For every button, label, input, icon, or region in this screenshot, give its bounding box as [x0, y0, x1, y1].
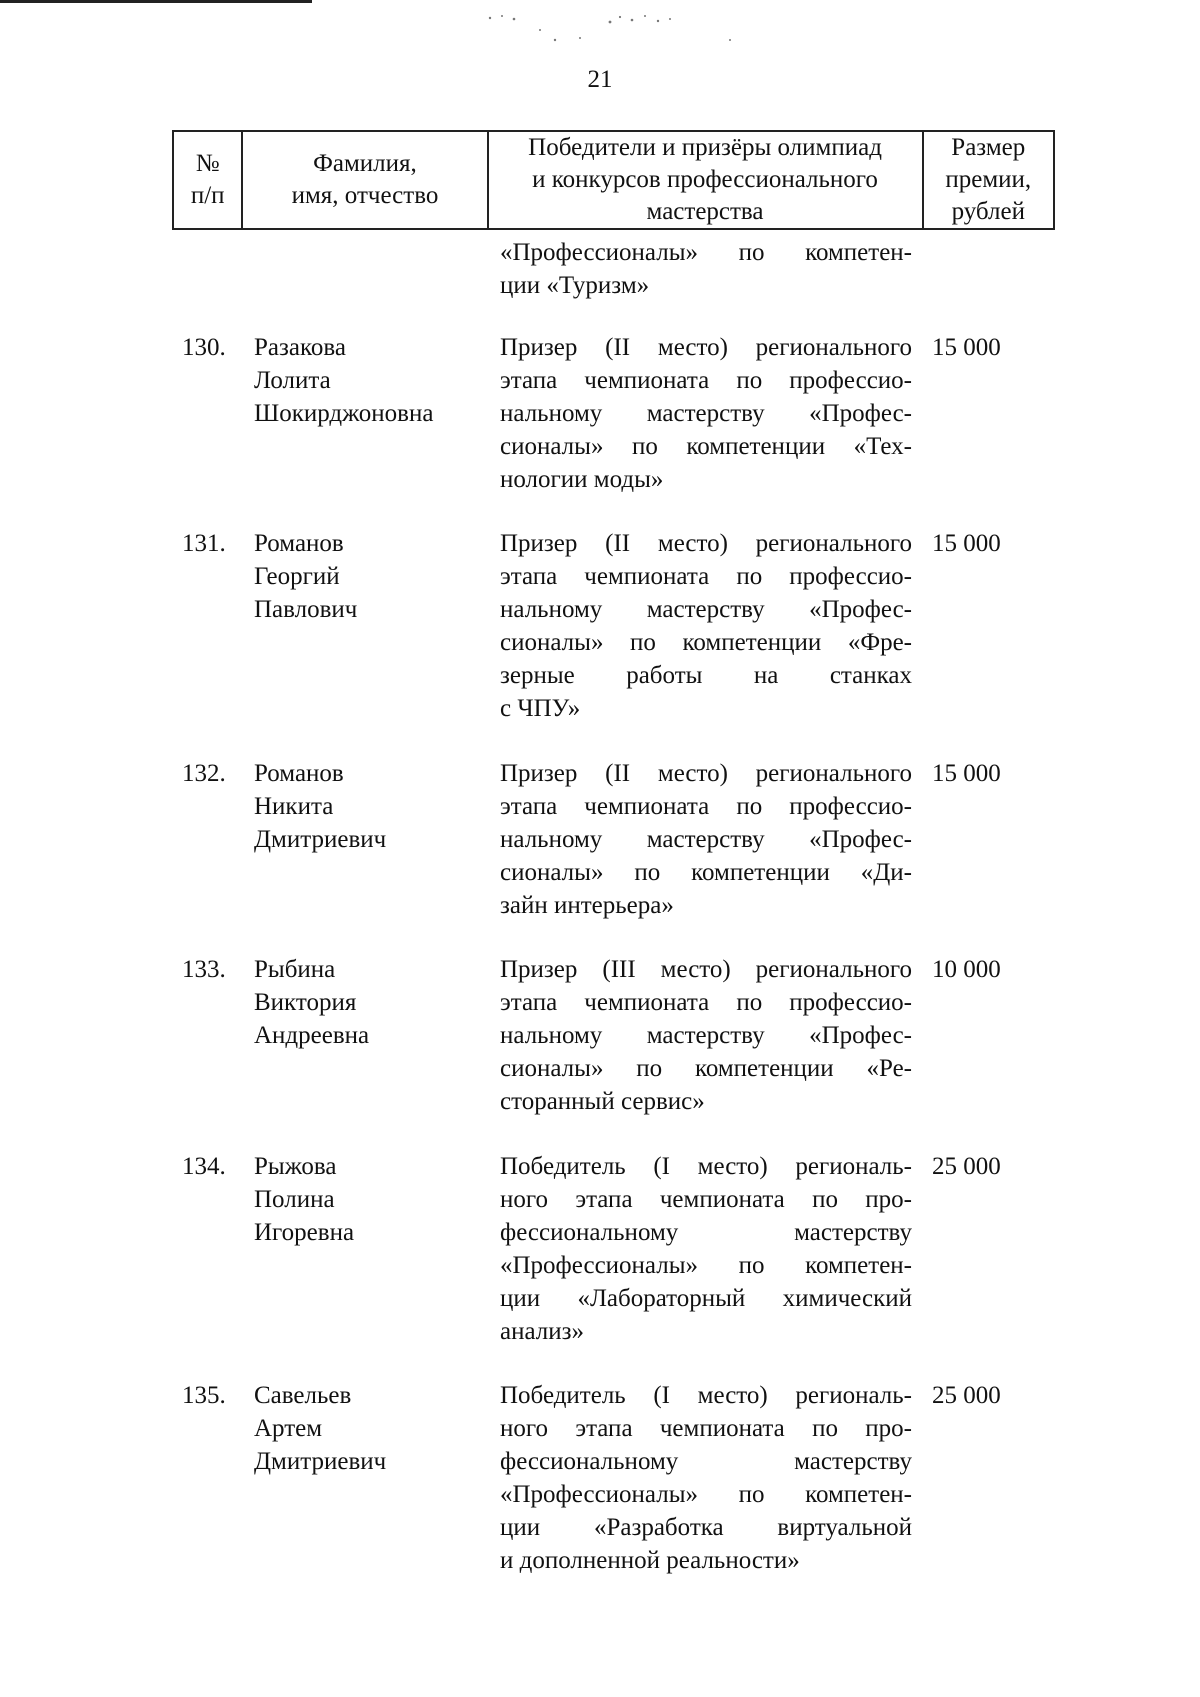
continued-description: «Профессионалы» по компетен- ции «Туризм» — [500, 239, 912, 299]
scan-noise — [480, 10, 760, 50]
entry-description: Призер (II место) регионального этапа чемпионата по профессио- нальному мастерству «Профес- сионалы» по компетенции «Ди- зайн интерьера» — [500, 760, 912, 919]
entry-name: Романов Никита Дмитриевич — [254, 760, 387, 853]
entry-amount: 10 000 — [932, 956, 1001, 983]
entry-name: Разакова Лолита Шокирджоновна — [254, 334, 434, 427]
entry-description: Победитель (I место) региональ- ного этапа чемпионата по про- фессиональному мастерству «Профессионалы» по компетен- ции «Лабораторный химический анализ» — [500, 1153, 912, 1345]
entry-amount: 25 000 — [932, 1382, 1001, 1409]
entry-amount: 25 000 — [932, 1153, 1001, 1180]
entry-name: Романов Георгий Павлович — [254, 530, 358, 623]
entry-number: 132. — [182, 760, 226, 787]
entry-number: 130. — [182, 334, 226, 361]
table-header — [172, 130, 1055, 230]
entry-number: 135. — [182, 1382, 226, 1409]
entry-name: Рыбина Виктория Андреевна — [254, 956, 370, 1049]
entry-amount: 15 000 — [932, 760, 1001, 787]
entry-name: Рыжова Полина Игоревна — [254, 1153, 355, 1246]
top-rule — [0, 0, 312, 3]
header-name: Фамилия, имя, отчество — [242, 131, 487, 229]
entry-description: Призер (III место) регионального этапа чемпионата по профессио- нальному мастерству «Профес- сионалы» по компетенции «Ре- сторанный сервис» — [500, 956, 912, 1115]
header-number: № п/п — [173, 131, 242, 229]
header-achievement: Победители и призёры олимпиад и конкурсов профессионального мастерства — [488, 131, 923, 229]
page-number: 21 — [587, 66, 613, 93]
entry-description: Победитель (I место) региональ- ного этапа чемпионата по про- фессиональному мастерству «Профессионалы» по компетен- ции «Разработка виртуальной и дополненной реальности» — [500, 1382, 912, 1574]
entry-amount: 15 000 — [932, 334, 1001, 361]
entry-number: 133. — [182, 956, 226, 983]
entry-description: Призер (II место) регионального этапа чемпионата по профессио- нальному мастерству «Профес- сионалы» по компетенции «Тех- нологии моды» — [500, 334, 912, 493]
entry-name: Савельев Артем Дмитриевич — [254, 1382, 387, 1475]
entry-amount: 15 000 — [932, 530, 1001, 557]
entry-number: 131. — [182, 530, 226, 557]
entry-description: Призер (II место) регионального этапа чемпионата по профессио- нальному мастерству «Профес- сионалы» по компетенции «Фре- зерные работы на станках с ЧПУ» — [500, 530, 912, 722]
header-amount: Размер премии, рублей — [923, 131, 1054, 229]
entry-number: 134. — [182, 1153, 226, 1180]
